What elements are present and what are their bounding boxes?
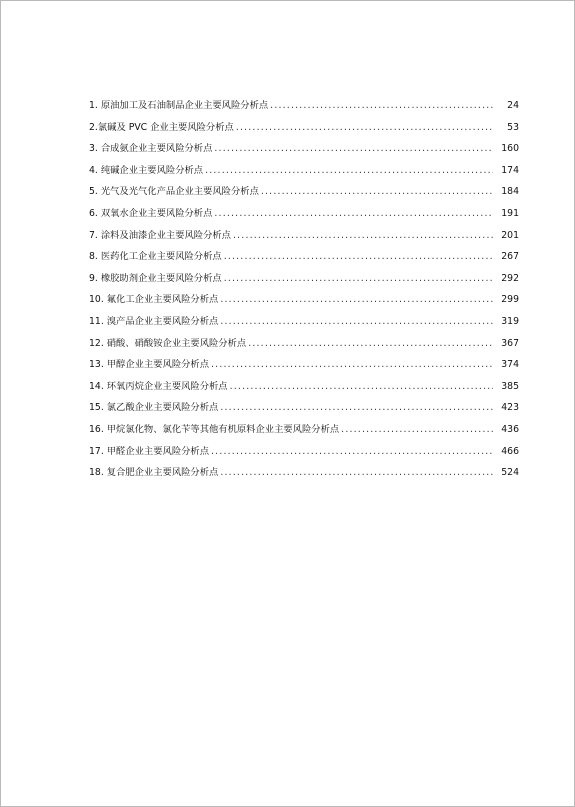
toc-entry[interactable] [89,205,519,227]
toc-entry-page: 184 [501,186,519,198]
toc-dot-leader [220,294,493,305]
toc-dot-leader [214,208,493,219]
toc-entry-title: 9. 橡胶助剂企业主要风险分析点 [89,272,222,284]
toc-dot-leader [224,273,493,284]
toc-entry-title: 10. 氟化工企业主要风险分析点 [89,294,219,306]
toc-entry[interactable] [89,270,519,292]
toc-entry-page: 53 [507,121,519,133]
toc-entry-title: 8. 医药化工企业主要风险分析点 [89,251,222,263]
toc-entry-page: 201 [501,229,519,241]
toc-entry[interactable] [89,162,519,184]
toc-dot-leader [248,338,493,349]
toc-entry-page: 191 [501,207,519,219]
toc-dot-leader [211,359,493,370]
toc-entry-title: 17. 甲醛企业主要风险分析点 [89,445,210,457]
toc-dot-leader [220,402,493,413]
toc-entry-title: 18. 复合肥企业主要风险分析点 [89,467,219,479]
toc-dot-leader [341,424,493,435]
toc-entry-page: 466 [501,445,519,457]
toc-entry[interactable] [89,227,519,249]
toc-entry[interactable] [89,378,519,400]
toc-entry-title: 11. 溴产品企业主要风险分析点 [89,315,219,327]
toc-entry[interactable] [89,335,519,357]
toc-entry-page: 267 [501,251,519,263]
toc-entry-title: 7. 涂料及油漆企业主要风险分析点 [89,229,231,241]
toc-entry[interactable] [89,140,519,162]
toc-dot-leader [205,165,493,176]
toc-entry[interactable] [89,464,519,486]
toc-entry-title: 16. 甲烷氯化物、氯化苄等其他有机原料企业主要风险分析点 [89,423,340,435]
table-of-contents [89,97,519,486]
toc-dot-leader [230,381,493,392]
toc-entry-page: 374 [501,359,519,371]
toc-entry-title: 15. 氯乙酸企业主要风险分析点 [89,402,219,414]
toc-dot-leader [270,100,493,111]
toc-dot-leader [261,186,493,197]
toc-dot-leader [233,230,493,241]
toc-entry-page: 319 [501,315,519,327]
toc-entry-page: 423 [501,402,519,414]
toc-entry-title: 2.氯碱及 PVC 企业主要风险分析点 [89,121,234,133]
toc-entry-title: 4. 纯碱企业主要风险分析点 [89,164,204,176]
toc-entry-title: 13. 甲醇企业主要风险分析点 [89,359,210,371]
toc-entry-title: 3. 合成氨企业主要风险分析点 [89,143,213,155]
toc-dot-leader [224,251,493,262]
toc-entry[interactable] [89,248,519,270]
toc-entry[interactable] [89,119,519,141]
toc-entry-title: 14. 环氧丙烷企业主要风险分析点 [89,380,228,392]
toc-dot-leader [211,446,493,457]
toc-dot-leader [220,467,493,478]
toc-dot-leader [214,143,493,154]
toc-dot-leader [220,316,493,327]
toc-entry-page: 24 [507,100,519,111]
toc-entry-page: 299 [501,294,519,306]
toc-entry[interactable] [89,443,519,465]
toc-entry-page: 174 [501,164,519,176]
toc-entry-page: 524 [501,467,519,479]
toc-entry-page: 436 [501,423,519,435]
toc-entry[interactable] [89,291,519,313]
toc-entry[interactable] [89,399,519,421]
toc-entry-page: 385 [501,380,519,392]
toc-entry[interactable] [89,183,519,205]
toc-entry[interactable] [89,421,519,443]
toc-entry-title: 5. 光气及光气化产品企业主要风险分析点 [89,186,259,198]
toc-entry-page: 292 [501,272,519,284]
toc-dot-leader [236,122,493,133]
toc-entry-page: 160 [501,143,519,155]
toc-entry-title: 6. 双氧水企业主要风险分析点 [89,207,213,219]
toc-entry-title: 12. 硝酸、硝酸铵企业主要风险分析点 [89,337,247,349]
toc-entry[interactable] [89,97,519,119]
toc-entry[interactable] [89,356,519,378]
toc-entry-title: 1. 原油加工及石油制品企业主要风险分析点 [89,100,269,111]
toc-entry-page: 367 [501,337,519,349]
toc-entry[interactable] [89,313,519,335]
